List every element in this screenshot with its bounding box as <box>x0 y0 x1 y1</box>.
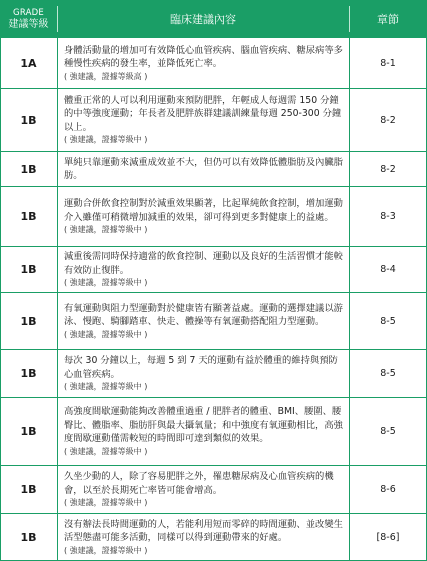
grade-cell: 1B <box>20 483 37 496</box>
content-cell <box>64 350 346 397</box>
chapter-cell: 8-6 <box>380 484 396 495</box>
content-cell <box>64 89 346 151</box>
table-row <box>0 38 427 89</box>
evidence-level: ( 強建議，證據等級中 ) <box>64 278 148 287</box>
chapter-cell: 8-3 <box>380 211 396 222</box>
content-cell <box>64 247 346 292</box>
table-row <box>0 247 427 293</box>
table-row <box>0 89 427 152</box>
table-row <box>0 466 427 514</box>
chapter-cell: 8-4 <box>380 264 396 275</box>
grade-cell: 1B <box>20 425 37 438</box>
chapter-cell: 8-5 <box>380 315 396 327</box>
evidence-level: ( 強建議，證據等級中 ) <box>64 225 148 234</box>
content-cell <box>64 152 346 186</box>
evidence-level: ( 強建議，證據等級中 ) <box>64 329 148 339</box>
table-row <box>0 152 427 187</box>
grade-cell: 1B <box>20 210 37 223</box>
recommendation-text: 高強度間歇運動能夠改善體重過重 / 肥胖者的體重、BMI、腰圍、腰臀比、體脂率、脂肪肝與最大攝氧量；和中強度有氧運動相比，高強度間歇運動僅需較短的時間即可達到類似的效果。 <box>64 406 343 445</box>
recommendation-text: 體重正常的人可以利用運動來預防肥胖，年輕成人每週需 150 分鐘的中等強度運動；年長者及肥胖族群建議訓練量每週 250-300 分鐘以上。 <box>64 94 342 133</box>
evidence-level: ( 強建議，證據等級中 ) <box>64 545 148 555</box>
chapter-cell: [8-6] <box>376 531 400 543</box>
evidence-level: ( 強建議，證據等級高 ) <box>64 71 148 81</box>
header-content: 臨床建議內容 <box>170 13 236 26</box>
chapter-cell: 8-5 <box>380 368 396 379</box>
evidence-level: ( 強建議，證據等級中 ) <box>64 135 148 145</box>
grade-cell: 1B <box>20 314 37 328</box>
recommendation-text: 單純只靠運動來減重成效並不大，但仍可以有效降低體脂肪及內臟脂肪。 <box>64 156 343 181</box>
header-grade-zh: 建議等級 <box>8 19 49 30</box>
grade-cell: 1B <box>20 113 37 127</box>
chapter-cell: 8-2 <box>380 163 396 175</box>
grade-cell: 1B <box>20 263 37 276</box>
content-cell <box>64 514 346 560</box>
chapter-cell: 8-2 <box>380 114 396 126</box>
recommendation-text: 減重後需同時保持適當的飲食控制、運動以及良好的生活習慣才能較有效防止復胖。 <box>64 251 343 276</box>
evidence-level: ( 強建議，證據等級中 ) <box>64 498 148 507</box>
column-divider <box>57 38 58 561</box>
content-cell <box>64 466 346 513</box>
table-row <box>0 398 427 466</box>
grade-cell: 1B <box>20 162 37 176</box>
content-cell <box>64 293 346 349</box>
content-cell <box>64 38 346 88</box>
grade-cell: 1B <box>20 367 37 380</box>
header-grade-en: GRADE <box>13 8 44 18</box>
header-grade <box>0 0 57 38</box>
grade-cell: 1A <box>20 56 37 70</box>
grade-cell: 1B <box>20 530 37 544</box>
evidence-level: ( 強建議，證據等級中 ) <box>64 382 148 391</box>
recommendation-text: 身體活動量的增加可有效降低心血管疾病、腦血管疾病、糖尿病等多種慢性疾病的發生率，並降低死亡率。 <box>64 44 343 69</box>
evidence-level: ( 強建議，證據等級中 ) <box>64 446 148 456</box>
table-row <box>0 187 427 247</box>
content-cell <box>64 187 346 246</box>
table-header <box>0 0 427 38</box>
recommendation-text: 運動合併飲食控制對於減重效果顯著，比起單純飲食控制，增加運動介入雖僅可稍微增加減重的效果，卻可得到更多對健康上的益處。 <box>64 198 343 223</box>
column-divider <box>349 38 350 561</box>
recommendation-text: 每次 30 分鐘以上，每週 5 到 7 天的運動有益於體重的維持與預防心血管疾病。 <box>64 355 338 380</box>
table-row <box>0 514 427 561</box>
table-row <box>0 350 427 398</box>
chapter-cell: 8-1 <box>380 57 396 69</box>
table-row <box>0 293 427 350</box>
recommendation-text: 有氧運動與阻力型運動對於健康皆有顯著益處。運動的選擇建議以游泳、慢跑、騎腳踏車、快走、體操等有氧運動搭配阻力型運動。 <box>64 302 343 327</box>
recommendation-text: 沒有辦法長時間運動的人，若能利用短而零碎的時間運動、並改變生活型態盡可能多活動，同樣可以得到運動帶來的好處。 <box>64 518 343 543</box>
content-cell <box>64 398 346 465</box>
recommendation-text: 久坐少動的人，除了容易肥胖之外，罹患糖尿病及心血管疾病的機會，以至於長期死亡率皆可能會增高。 <box>64 471 334 496</box>
header-chapter: 章節 <box>377 13 399 26</box>
chapter-cell: 8-5 <box>380 426 396 437</box>
